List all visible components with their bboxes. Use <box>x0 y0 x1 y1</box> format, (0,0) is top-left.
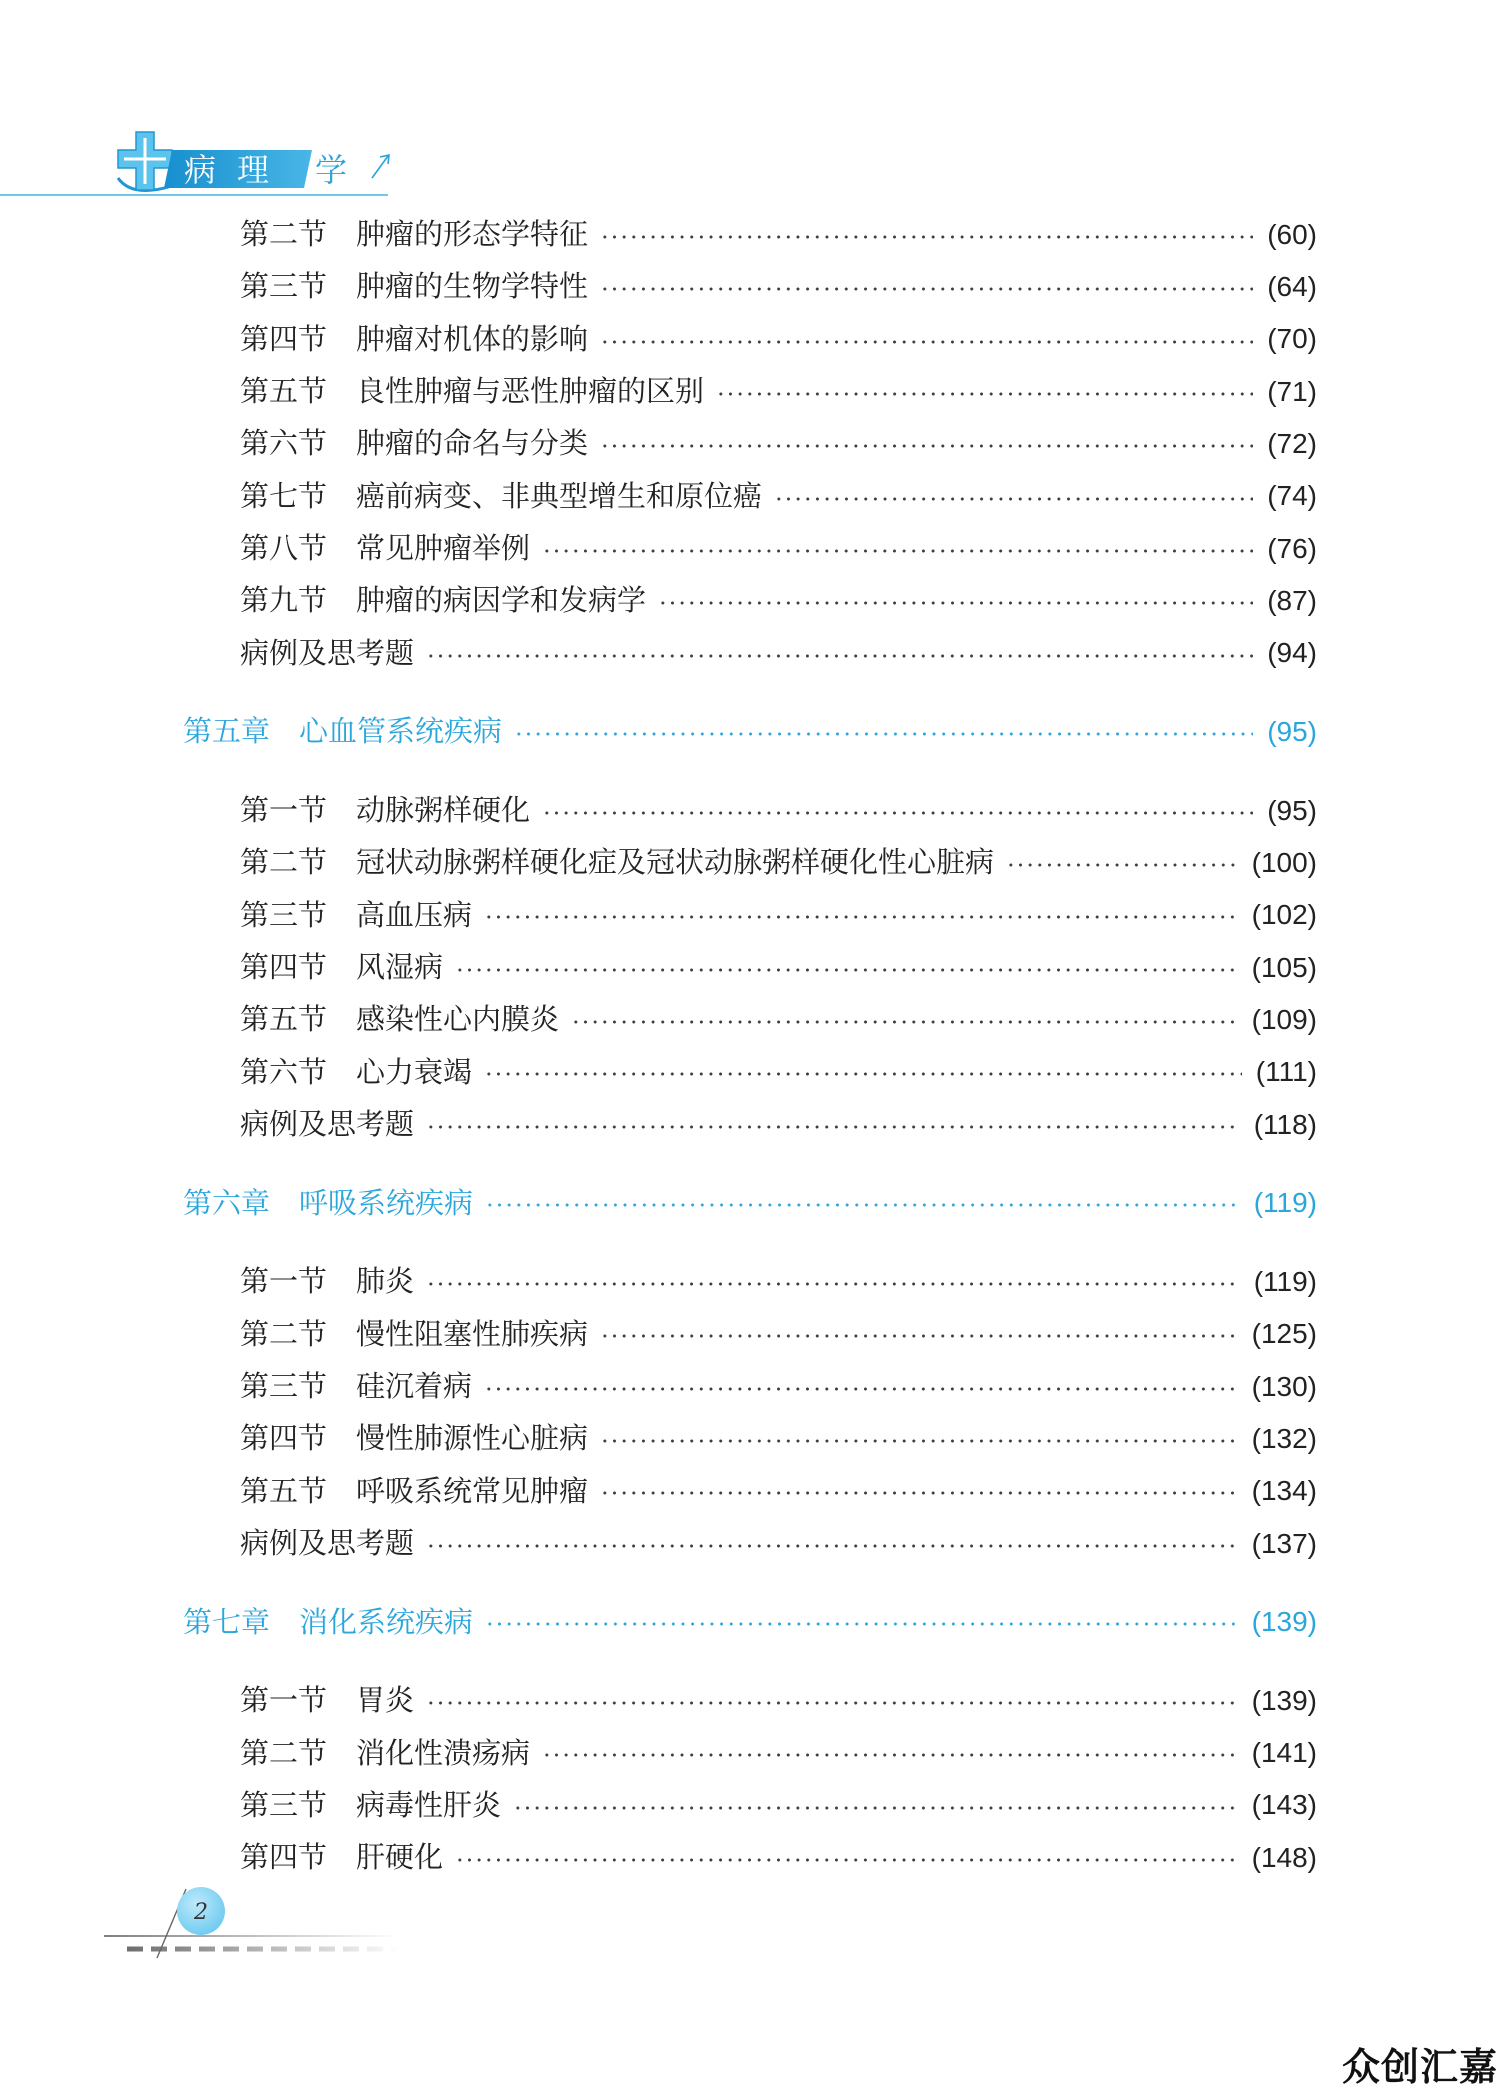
toc-case-row <box>0 627 1317 679</box>
entry-title: 慢性阻塞性肺疾病 <box>356 1316 589 1351</box>
page-reference: (111) <box>1255 1056 1317 1088</box>
toc-section-row <box>0 784 1317 836</box>
dot-leader <box>542 784 1253 836</box>
toc-section-row <box>0 209 1317 261</box>
section-number: 第八节 <box>240 531 328 566</box>
dot-leader <box>514 706 1253 758</box>
page-reference: (71) <box>1267 375 1317 407</box>
chapter-number: 第七章 <box>183 1604 271 1639</box>
section-number: 第九节 <box>240 583 328 618</box>
dot-leader <box>426 1098 1240 1150</box>
page-reference: (139) <box>1251 1606 1317 1638</box>
header-title-char: 理 <box>236 151 270 189</box>
page-reference: (95) <box>1267 794 1317 826</box>
page-reference: (143) <box>1251 1789 1317 1821</box>
entry-title: 慢性肺源性心脏病 <box>356 1421 589 1456</box>
section-number: 第三节 <box>240 1369 328 1404</box>
page-reference: (134) <box>1251 1475 1317 1507</box>
dot-leader <box>1006 837 1238 889</box>
entry-title: 肺炎 <box>356 1264 415 1299</box>
dot-leader <box>485 1177 1240 1229</box>
page-reference: (141) <box>1251 1737 1317 1769</box>
table-of-contents <box>0 209 1317 1884</box>
section-number: 第四节 <box>240 321 328 356</box>
entry-title: 呼吸系统常见肿瘤 <box>356 1473 589 1508</box>
dot-leader <box>600 418 1253 470</box>
section-number: 第三节 <box>240 1787 328 1822</box>
toc-chapter-row <box>0 706 1317 758</box>
dot-leader <box>600 1465 1238 1517</box>
toc-section-row <box>0 1727 1317 1779</box>
dot-leader <box>455 1832 1238 1884</box>
section-number: 第一节 <box>240 1264 328 1299</box>
toc-section-row <box>0 261 1317 313</box>
section-number: 第五节 <box>240 374 328 409</box>
page-reference: (130) <box>1251 1370 1317 1402</box>
entry-title: 病毒性肝炎 <box>356 1787 502 1822</box>
dot-leader <box>484 1360 1238 1412</box>
entry-title: 风湿病 <box>356 950 444 985</box>
entry-title: 肿瘤的命名与分类 <box>356 426 589 461</box>
toc-section-row <box>0 1256 1317 1308</box>
entry-title: 病例及思考题 <box>240 1526 415 1561</box>
toc-section-row <box>0 418 1317 470</box>
dot-leader <box>658 575 1253 627</box>
page-footer <box>0 1860 420 1980</box>
dot-leader <box>485 1596 1238 1648</box>
section-number: 第四节 <box>240 1840 328 1875</box>
page-reference: (119) <box>1253 1187 1317 1219</box>
running-header <box>0 110 420 210</box>
section-number: 第三节 <box>240 897 328 932</box>
toc-section-row <box>0 1308 1317 1360</box>
entry-title: 肝硬化 <box>356 1840 444 1875</box>
entry-title: 感染性心内膜炎 <box>356 1002 560 1037</box>
arrow-up-right-icon <box>372 155 389 178</box>
entry-title: 癌前病变、非典型增生和原位癌 <box>356 478 763 513</box>
chapter-title: 消化系统疾病 <box>299 1604 474 1639</box>
entry-title: 病例及思考题 <box>240 1107 415 1142</box>
section-number: 第一节 <box>240 793 328 828</box>
dot-leader <box>426 1675 1238 1727</box>
section-number: 第七节 <box>240 478 328 513</box>
page-reference: (72) <box>1267 427 1317 459</box>
entry-title: 冠状动脉粥样硬化症及冠状动脉粥样硬化性心脏病 <box>356 845 995 880</box>
section-number: 第二节 <box>240 1735 328 1770</box>
medical-cross-icon <box>118 132 172 191</box>
page-reference: (119) <box>1253 1265 1317 1297</box>
page-reference: (118) <box>1253 1108 1317 1140</box>
toc-section-row <box>0 1675 1317 1727</box>
dot-leader <box>542 522 1253 574</box>
dot-leader <box>455 941 1238 993</box>
page-reference: (100) <box>1251 846 1317 878</box>
entry-title: 病例及思考题 <box>240 635 415 670</box>
page-reference: (95) <box>1267 715 1317 747</box>
watermark: 众创汇嘉 <box>1341 2045 1498 2089</box>
page-reference: (76) <box>1267 532 1317 564</box>
page-reference: (137) <box>1251 1527 1317 1559</box>
page-reference: (94) <box>1267 637 1317 669</box>
toc-chapter-row <box>0 1596 1317 1648</box>
entry-title: 良性肿瘤与恶性肿瘤的区别 <box>356 374 705 409</box>
toc-section-row <box>0 1413 1317 1465</box>
entry-title: 心力衰竭 <box>356 1054 473 1089</box>
page-reference: (60) <box>1267 218 1317 250</box>
section-number: 第四节 <box>240 950 328 985</box>
toc-case-row <box>0 1517 1317 1569</box>
page-reference: (64) <box>1267 270 1317 302</box>
dot-leader <box>513 1779 1238 1831</box>
page-reference: (132) <box>1251 1422 1317 1454</box>
toc-section-row <box>0 1360 1317 1412</box>
section-number: 第六节 <box>240 426 328 461</box>
page-reference: (70) <box>1267 323 1317 355</box>
dot-leader <box>716 365 1253 417</box>
toc-section-row <box>0 1046 1317 1098</box>
dot-leader <box>600 1413 1238 1465</box>
page-reference: (139) <box>1251 1684 1317 1716</box>
section-number: 第二节 <box>240 1316 328 1351</box>
dot-leader <box>426 627 1253 679</box>
dot-leader <box>426 1517 1238 1569</box>
entry-title: 肿瘤的形态学特征 <box>356 217 589 252</box>
entry-title: 消化性溃疡病 <box>356 1735 531 1770</box>
section-number: 第五节 <box>240 1002 328 1037</box>
entry-title: 胃炎 <box>356 1683 415 1718</box>
toc-section-row <box>0 1465 1317 1517</box>
page-reference: (125) <box>1251 1318 1317 1350</box>
toc-chapter-row <box>0 1177 1317 1229</box>
section-number: 第四节 <box>240 1421 328 1456</box>
page-reference: (105) <box>1251 951 1317 983</box>
dot-leader <box>484 1046 1242 1098</box>
section-number: 第一节 <box>240 1683 328 1718</box>
entry-title: 动脉粥样硬化 <box>356 793 531 828</box>
section-number: 第二节 <box>240 217 328 252</box>
page-reference: (87) <box>1267 584 1317 616</box>
header-title-char: 学 <box>314 151 348 189</box>
page-reference: (102) <box>1251 899 1317 931</box>
toc-section-row <box>0 837 1317 889</box>
header-title-char: 病 <box>183 151 217 189</box>
section-number: 第五节 <box>240 1473 328 1508</box>
entry-title: 高血压病 <box>356 897 473 932</box>
page-number: 2 <box>194 1900 208 1925</box>
section-number: 第六节 <box>240 1054 328 1089</box>
toc-section-row <box>0 522 1317 574</box>
toc-section-row <box>0 941 1317 993</box>
dot-leader <box>542 1727 1238 1779</box>
toc-section-row <box>0 575 1317 627</box>
chapter-number: 第五章 <box>183 714 271 749</box>
section-number: 第三节 <box>240 269 328 304</box>
toc-section-row <box>0 1779 1317 1831</box>
entry-title: 肿瘤的生物学特性 <box>356 269 589 304</box>
toc-case-row <box>0 1098 1317 1150</box>
dot-leader <box>484 889 1238 941</box>
entry-title: 肿瘤对机体的影响 <box>356 321 589 356</box>
toc-section-row <box>0 470 1317 522</box>
section-number: 第二节 <box>240 845 328 880</box>
dot-leader <box>600 313 1253 365</box>
dot-leader <box>600 261 1253 313</box>
page-reference: (109) <box>1251 1003 1317 1035</box>
entry-title: 硅沉着病 <box>356 1369 473 1404</box>
page-reference: (74) <box>1267 480 1317 512</box>
dot-leader <box>774 470 1253 522</box>
page-reference: (148) <box>1251 1841 1317 1873</box>
dot-leader <box>571 994 1238 1046</box>
dot-leader <box>600 1308 1238 1360</box>
toc-section-row <box>0 313 1317 365</box>
dot-leader <box>600 209 1253 261</box>
chapter-title: 心血管系统疾病 <box>299 714 503 749</box>
entry-title: 常见肿瘤举例 <box>356 531 531 566</box>
dot-leader <box>426 1256 1240 1308</box>
toc-section-row <box>0 994 1317 1046</box>
chapter-number: 第六章 <box>183 1185 271 1220</box>
chapter-title: 呼吸系统疾病 <box>299 1185 474 1220</box>
toc-section-row <box>0 889 1317 941</box>
toc-section-row <box>0 365 1317 417</box>
entry-title: 肿瘤的病因学和发病学 <box>356 583 647 618</box>
